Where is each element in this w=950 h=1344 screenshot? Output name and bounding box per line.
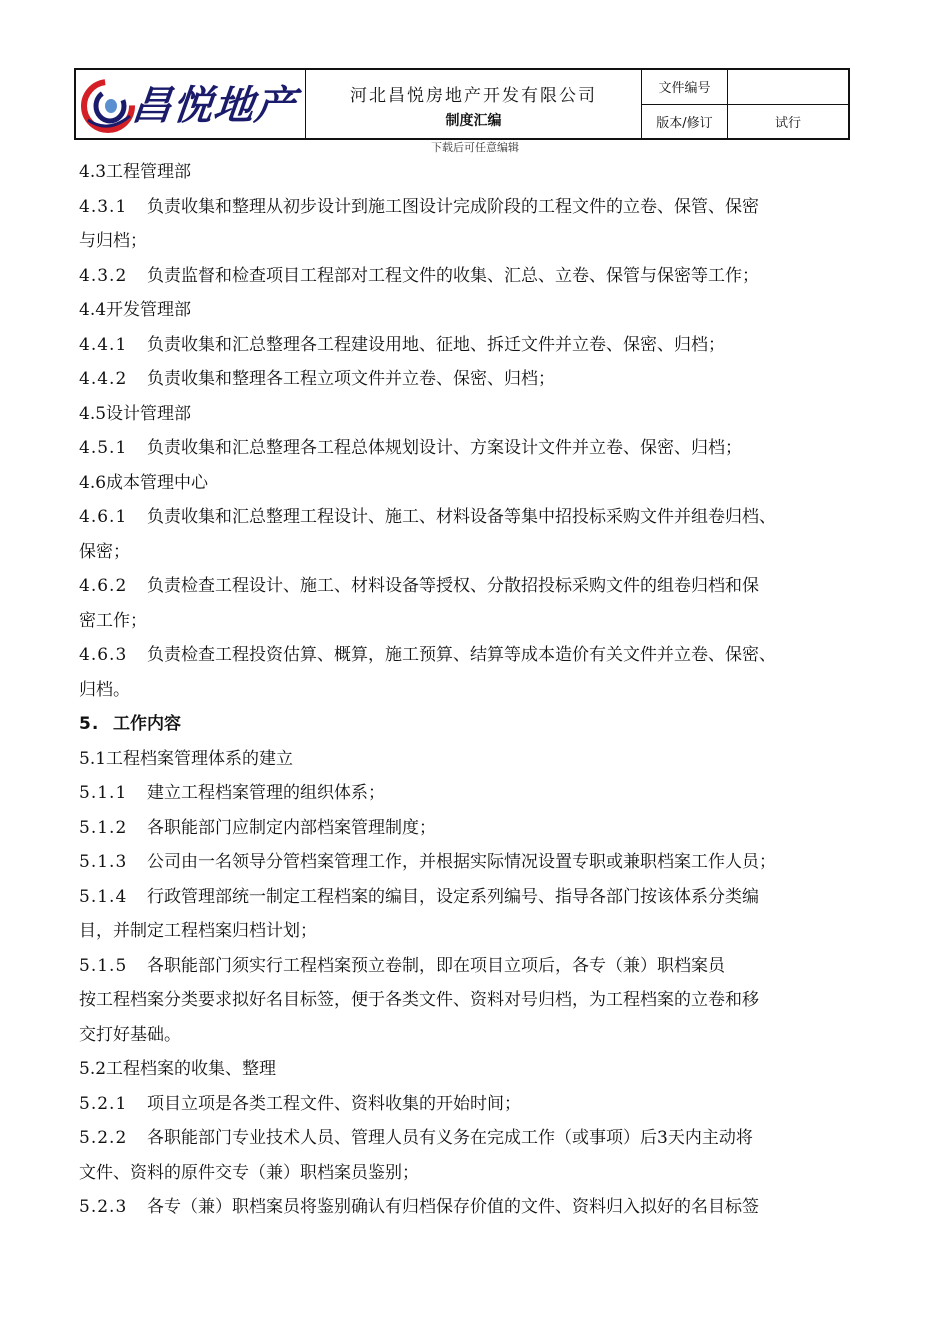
clause-text: 项目立项是各类工程文件、资料收集的开始时间；	[147, 1093, 521, 1114]
clause-number: 5.1.1	[79, 783, 128, 803]
clause-number: 5.2.3	[79, 1197, 128, 1217]
clause-text: 开发管理部	[106, 300, 192, 320]
paragraph-line	[79, 500, 869, 535]
version-label: 版本/修订	[642, 105, 728, 139]
file-number-value	[728, 70, 848, 104]
clause-number: 4.5.1	[79, 438, 128, 458]
clause-number: 4.4	[79, 300, 107, 320]
clause-text: 各职能部门专业技术人员、管理人员有义务在完成工作（或事项）后3天内主动将	[147, 1128, 753, 1148]
clause-number: 5.2.2	[79, 1128, 128, 1148]
clause-number: 4.3.2	[79, 265, 128, 286]
clause-number: 5.	[79, 714, 100, 734]
paragraph-line	[79, 224, 869, 259]
file-number-label: 文件编号	[642, 70, 728, 104]
clause-number: 5.1	[79, 748, 107, 769]
clause-text: 文件、资料的原件交专（兼）职档案员鉴别；	[79, 1162, 419, 1183]
paragraph-line	[79, 1190, 869, 1225]
clause-text: 目，并制定工程档案归档计划；	[79, 921, 317, 941]
clause-text: 保密；	[79, 541, 130, 562]
file-number-row	[642, 70, 848, 105]
paragraph-line	[79, 811, 869, 846]
paragraph-line	[79, 880, 869, 915]
paragraph-line	[79, 673, 869, 708]
clause-text: 负责收集和汇总整理工程设计、施工、材料设备等集中招投标采购文件并组卷归档、	[147, 507, 776, 527]
clause-text: 归档。	[79, 679, 130, 700]
version-value: 试行	[774, 115, 801, 131]
paragraph-line	[79, 431, 869, 466]
paragraph-line	[79, 845, 869, 880]
paragraph-line	[79, 535, 869, 570]
section-heading	[79, 155, 869, 190]
paragraph-line	[79, 983, 869, 1018]
clause-text: 工程管理部	[106, 162, 192, 182]
clause-text: 负责收集和整理从初步设计到施工图设计完成阶段的工程文件的立卷、保管、保密	[147, 196, 759, 217]
clause-number: 4.5	[79, 403, 107, 424]
clause-text: 行政管理部统一制定工程档案的编目，设定系列编号、指导各部门按该体系分类编	[147, 886, 759, 907]
clause-text: 各职能部门应制定内部档案管理制度；	[147, 817, 436, 838]
clause-text: 公司由一名领导分管档案管理工作，并根据实际情况设置专职或兼职档案工作人员；	[147, 852, 776, 872]
clause-text: 负责监督和检查项目工程部对工程文件的收集、汇总、立卷、保管与保密等工作；	[147, 265, 759, 286]
paragraph-line	[79, 1018, 869, 1053]
paragraph-line	[79, 914, 869, 949]
version-row	[642, 105, 848, 139]
paragraph-line	[79, 328, 869, 363]
clause-number: 4.4.1	[79, 334, 128, 355]
clause-text: 负责收集和汇总整理各工程建设用地、征地、拆迁文件并立卷、保密、归档；	[147, 334, 725, 355]
clause-number: 5.2.1	[79, 1093, 128, 1114]
title-cell	[306, 70, 642, 138]
clause-number: 5.1.5	[79, 955, 128, 976]
paragraph-line	[79, 1087, 869, 1122]
clause-text: 成本管理中心	[106, 472, 209, 493]
clause-text: 工程档案管理体系的建立	[106, 748, 294, 769]
clause-text: 按工程档案分类要求拟好名目标签，便于各类文件、资料对号归档，为工程档案的立卷和移	[79, 990, 759, 1010]
logo-text: 昌悦地产	[129, 83, 299, 129]
clause-text: 工作内容	[113, 714, 181, 734]
clause-text: 交打好基础。	[79, 1024, 181, 1045]
clause-number: 4.3.1	[79, 196, 128, 217]
section-heading	[79, 1052, 869, 1087]
document-header	[74, 68, 850, 140]
clause-text: 密工作；	[79, 610, 147, 631]
clause-number: 4.6.1	[79, 507, 128, 527]
clause-number: 4.3	[79, 162, 107, 182]
clause-text: 负责检查工程设计、施工、材料设备等授权、分散招投标采购文件的组卷归档和保	[147, 576, 759, 596]
paragraph-line	[79, 604, 869, 639]
meta-cell	[642, 70, 848, 138]
clause-number: 5.1.3	[79, 852, 128, 872]
clause-number: 5.1.2	[79, 817, 128, 838]
section-heading	[79, 293, 869, 328]
clause-number: 4.6.2	[79, 576, 128, 596]
clause-number: 4.6	[79, 472, 107, 493]
clause-text: 负责收集和汇总整理各工程总体规划设计、方案设计文件并立卷、保密、归档；	[147, 438, 742, 458]
paragraph-line	[79, 190, 869, 225]
clause-number: 4.4.2	[79, 369, 128, 389]
section-heading	[79, 742, 869, 777]
section-heading	[79, 466, 869, 501]
paragraph-line	[79, 259, 869, 294]
paragraph-line	[79, 1121, 869, 1156]
paragraph-line	[79, 638, 869, 673]
clause-number: 4.6.3	[79, 645, 128, 665]
paragraph-line	[79, 569, 869, 604]
clause-text: 负责检查工程投资估算、概算，施工预算、结算等成本造价有关文件并立卷、保密、	[147, 645, 776, 665]
paragraph-line	[79, 949, 869, 984]
clause-text: 各职能部门须实行工程档案预立卷制，即在项目立项后，各专（兼）职档案员	[147, 955, 725, 976]
chapter-heading	[79, 707, 869, 742]
clause-number: 5.1.4	[79, 886, 128, 907]
clause-text: 设计管理部	[106, 403, 192, 424]
paragraph-line	[79, 362, 869, 397]
clause-text: 各专（兼）职档案员将鉴别确认有归档保存价值的文件、资料归入拟好的名目标签	[147, 1197, 759, 1217]
paragraph-line	[79, 1156, 869, 1191]
company-name: 河北昌悦房地产开发有限公司	[350, 85, 597, 106]
watermark-text: 下载后可任意编辑	[431, 141, 519, 154]
clause-text: 建立工程档案管理的组织体系；	[147, 783, 385, 803]
logo-cell	[76, 70, 306, 138]
clause-text: 工程档案的收集、整理	[106, 1059, 277, 1079]
clause-number: 5.2	[79, 1059, 107, 1079]
body-content	[79, 155, 869, 1225]
document-name: 制度汇编	[445, 112, 502, 129]
company-logo-icon	[80, 76, 136, 134]
section-heading	[79, 397, 869, 432]
clause-text: 负责收集和整理各工程立项文件并立卷、保密、归档；	[147, 369, 555, 389]
paragraph-line	[79, 776, 869, 811]
clause-text: 与归档；	[79, 231, 147, 251]
